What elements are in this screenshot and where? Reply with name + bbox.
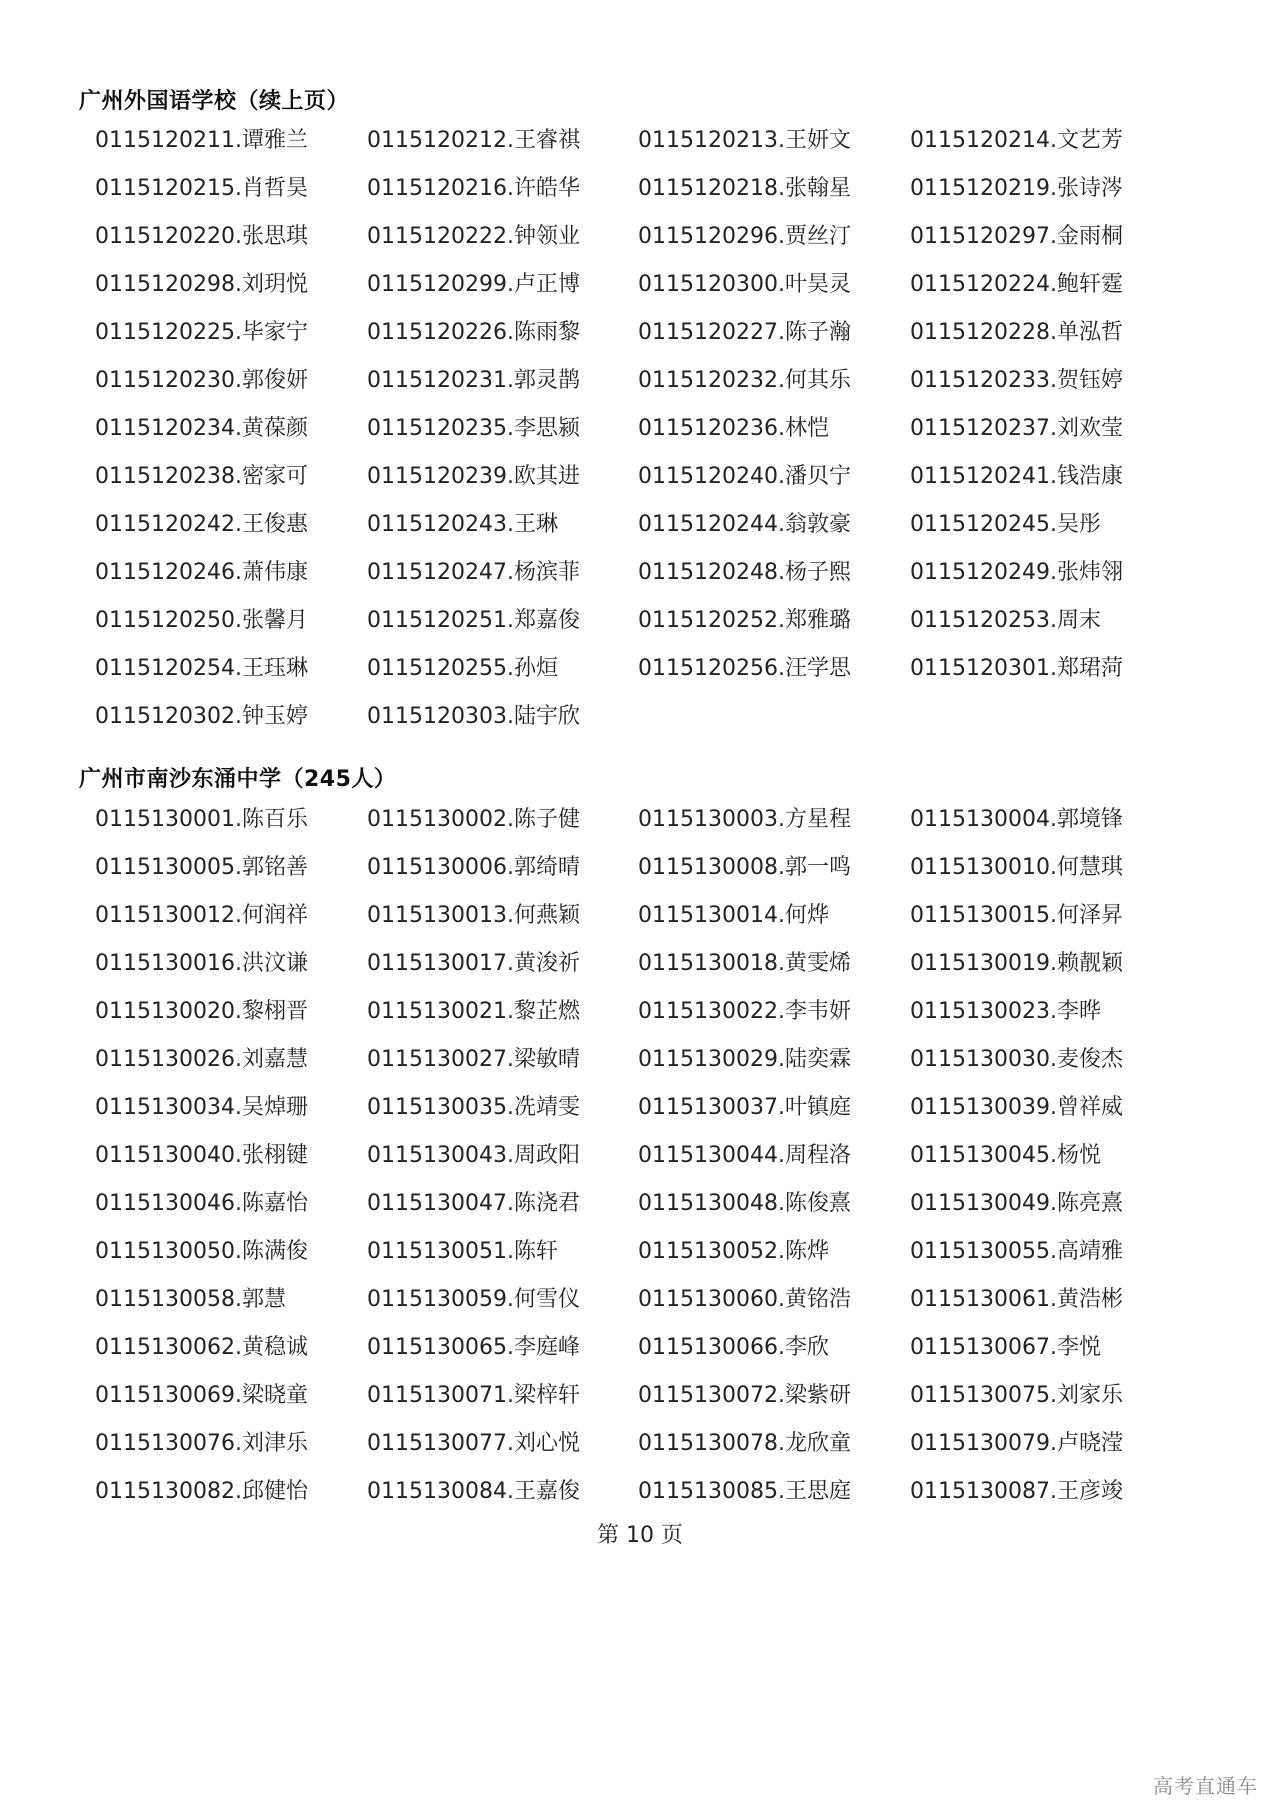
section-title: 广州外国语学校（续上页） xyxy=(79,89,350,114)
student-entry: 0115120253.周末 xyxy=(910,608,1101,633)
student-entry: 0115120220.张思琪 xyxy=(95,224,308,249)
student-entry: 0115120246.萧伟康 xyxy=(95,560,308,585)
student-entry: 0115120213.王妍文 xyxy=(638,128,851,153)
student-entry: 0115120227.陈子瀚 xyxy=(638,320,851,345)
student-entry: 0115120219.张诗涔 xyxy=(910,176,1123,201)
student-entry: 0115130072.梁紫研 xyxy=(638,1383,851,1408)
student-entry: 0115130026.刘嘉慧 xyxy=(95,1047,308,1072)
student-entry: 0115130071.梁梓轩 xyxy=(367,1383,580,1408)
student-entry: 0115120211.谭雅兰 xyxy=(95,128,308,153)
student-entry: 0115130059.何雪仪 xyxy=(367,1287,580,1312)
student-entry: 0115130043.周政阳 xyxy=(367,1143,580,1168)
student-entry: 0115130022.李韦妍 xyxy=(638,999,851,1024)
student-entry: 0115130087.王彦竣 xyxy=(910,1479,1123,1504)
student-entry: 0115120226.陈雨黎 xyxy=(367,320,580,345)
student-entry: 0115130051.陈轩 xyxy=(367,1239,558,1264)
student-entry: 0115120299.卢正博 xyxy=(367,272,580,297)
student-entry: 0115130021.黎芷燃 xyxy=(367,999,580,1024)
student-entry: 0115120235.李思颍 xyxy=(367,416,580,441)
student-entry: 0115120251.郑嘉俊 xyxy=(367,608,580,633)
student-entry: 0115120218.张翰星 xyxy=(638,176,851,201)
student-entry: 0115130015.何泽昇 xyxy=(910,903,1123,928)
student-entry: 0115120298.刘玥悦 xyxy=(95,272,308,297)
student-entry: 0115120225.毕家宁 xyxy=(95,320,308,345)
student-entry: 0115130061.黄浩彬 xyxy=(910,1287,1123,1312)
student-entry: 0115130010.何慧琪 xyxy=(910,855,1123,880)
student-entry: 0115130005.郭铭善 xyxy=(95,855,308,880)
student-entry: 0115130018.黄雯烯 xyxy=(638,951,851,976)
student-entry: 0115130079.卢晓滢 xyxy=(910,1431,1123,1456)
student-entry: 0115120300.叶昊灵 xyxy=(638,272,851,297)
student-entry: 0115120247.杨滨菲 xyxy=(367,560,580,585)
student-entry: 0115120250.张馨月 xyxy=(95,608,308,633)
student-entry: 0115130058.郭慧 xyxy=(95,1287,286,1312)
student-entry: 0115130055.高靖雅 xyxy=(910,1239,1123,1264)
student-entry: 0115130030.麦俊杰 xyxy=(910,1047,1123,1072)
student-entry: 0115130047.陈浇君 xyxy=(367,1191,580,1216)
watermark: 高考直通车 xyxy=(1153,1774,1258,1798)
student-entry: 0115130037.叶镇庭 xyxy=(638,1095,851,1120)
student-entry: 0115120248.杨子熙 xyxy=(638,560,851,585)
student-entry: 0115130062.黄稳诚 xyxy=(95,1335,308,1360)
student-entry: 0115130060.黄铭浩 xyxy=(638,1287,851,1312)
student-entry: 0115130002.陈子健 xyxy=(367,807,580,832)
student-entry: 0115130052.陈烨 xyxy=(638,1239,829,1264)
student-entry: 0115130040.张栩键 xyxy=(95,1143,308,1168)
student-entry: 0115130016.洪汶谦 xyxy=(95,951,308,976)
student-entry: 0115120242.王俊惠 xyxy=(95,512,308,537)
student-entry: 0115130008.郭一鸣 xyxy=(638,855,851,880)
student-entry: 0115130012.何润祥 xyxy=(95,903,308,928)
student-entry: 0115120241.钱浩康 xyxy=(910,464,1123,489)
student-entry: 0115130013.何燕颖 xyxy=(367,903,580,928)
student-entry: 0115130067.李悦 xyxy=(910,1335,1101,1360)
student-entry: 0115120303.陆宇欣 xyxy=(367,704,580,729)
student-entry: 0115120245.吴彤 xyxy=(910,512,1101,537)
student-entry: 0115130006.郭绮晴 xyxy=(367,855,580,880)
student-entry: 0115120222.钟领业 xyxy=(367,224,580,249)
student-entry: 0115130076.刘津乐 xyxy=(95,1431,308,1456)
student-entry: 0115120237.刘欢莹 xyxy=(910,416,1123,441)
student-entry: 0115120238.密家可 xyxy=(95,464,308,489)
student-entry: 0115120239.欧其进 xyxy=(367,464,580,489)
student-entry: 0115120255.孙烜 xyxy=(367,656,558,681)
student-entry: 0115130045.杨悦 xyxy=(910,1143,1101,1168)
student-entry: 0115120302.钟玉婷 xyxy=(95,704,308,729)
student-entry: 0115120215.肖哲昊 xyxy=(95,176,308,201)
student-entry: 0115130049.陈亮熹 xyxy=(910,1191,1123,1216)
student-entry: 0115130065.李庭峰 xyxy=(367,1335,580,1360)
student-entry: 0115130078.龙欣童 xyxy=(638,1431,851,1456)
student-entry: 0115120214.文艺芳 xyxy=(910,128,1123,153)
student-entry: 0115130039.曾祥威 xyxy=(910,1095,1123,1120)
student-entry: 0115120244.翁敦豪 xyxy=(638,512,851,537)
student-entry: 0115130084.王嘉俊 xyxy=(367,1479,580,1504)
student-entry: 0115130048.陈俊熹 xyxy=(638,1191,851,1216)
student-entry: 0115130029.陆奕霖 xyxy=(638,1047,851,1072)
student-entry: 0115130035.冼靖雯 xyxy=(367,1095,580,1120)
section-title: 广州市南沙东涌中学（245人） xyxy=(79,767,397,792)
student-entry: 0115130001.陈百乐 xyxy=(95,807,308,832)
student-entry: 0115130066.李欣 xyxy=(638,1335,829,1360)
student-entry: 0115120256.汪学思 xyxy=(638,656,851,681)
student-entry: 0115120296.贾丝汀 xyxy=(638,224,851,249)
student-entry: 0115130017.黄浚祈 xyxy=(367,951,580,976)
student-entry: 0115130075.刘家乐 xyxy=(910,1383,1123,1408)
student-entry: 0115120234.黄葆颜 xyxy=(95,416,308,441)
student-entry: 0115130003.方星程 xyxy=(638,807,851,832)
student-entry: 0115120231.郭灵鹊 xyxy=(367,368,580,393)
student-entry: 0115120240.潘贝宁 xyxy=(638,464,851,489)
student-entry: 0115120232.何其乐 xyxy=(638,368,851,393)
student-entry: 0115130020.黎栩晋 xyxy=(95,999,308,1024)
student-entry: 0115120224.鲍轩霆 xyxy=(910,272,1123,297)
student-entry: 0115120230.郭俊妍 xyxy=(95,368,308,393)
student-entry: 0115120249.张炜翎 xyxy=(910,560,1123,585)
student-entry: 0115130027.梁敏晴 xyxy=(367,1047,580,1072)
student-entry: 0115130034.吴焯珊 xyxy=(95,1095,308,1120)
student-entry: 0115130019.赖靓颖 xyxy=(910,951,1123,976)
student-entry: 0115120297.金雨桐 xyxy=(910,224,1123,249)
student-entry: 0115120233.贺钰婷 xyxy=(910,368,1123,393)
student-entry: 0115130082.邱健怡 xyxy=(95,1479,308,1504)
student-entry: 0115130085.王思庭 xyxy=(638,1479,851,1504)
student-entry: 0115120252.郑雅璐 xyxy=(638,608,851,633)
student-entry: 0115120212.王睿祺 xyxy=(367,128,580,153)
student-entry: 0115120216.许皓华 xyxy=(367,176,580,201)
student-entry: 0115120301.郑珺菏 xyxy=(910,656,1123,681)
student-entry: 0115130004.郭境锋 xyxy=(910,807,1123,832)
student-entry: 0115130023.李晔 xyxy=(910,999,1101,1024)
student-entry: 0115130044.周程洛 xyxy=(638,1143,851,1168)
page-number: 第 10 页 xyxy=(597,1523,683,1548)
student-entry: 0115120236.林恺 xyxy=(638,416,829,441)
student-entry: 0115120228.单泓哲 xyxy=(910,320,1123,345)
student-entry: 0115130069.梁晓童 xyxy=(95,1383,308,1408)
student-entry: 0115130046.陈嘉怡 xyxy=(95,1191,308,1216)
student-entry: 0115130077.刘心悦 xyxy=(367,1431,580,1456)
student-entry: 0115120254.王珏琳 xyxy=(95,656,308,681)
student-entry: 0115120243.王琳 xyxy=(367,512,558,537)
student-entry: 0115130014.何烨 xyxy=(638,903,829,928)
student-entry: 0115130050.陈满俊 xyxy=(95,1239,308,1264)
